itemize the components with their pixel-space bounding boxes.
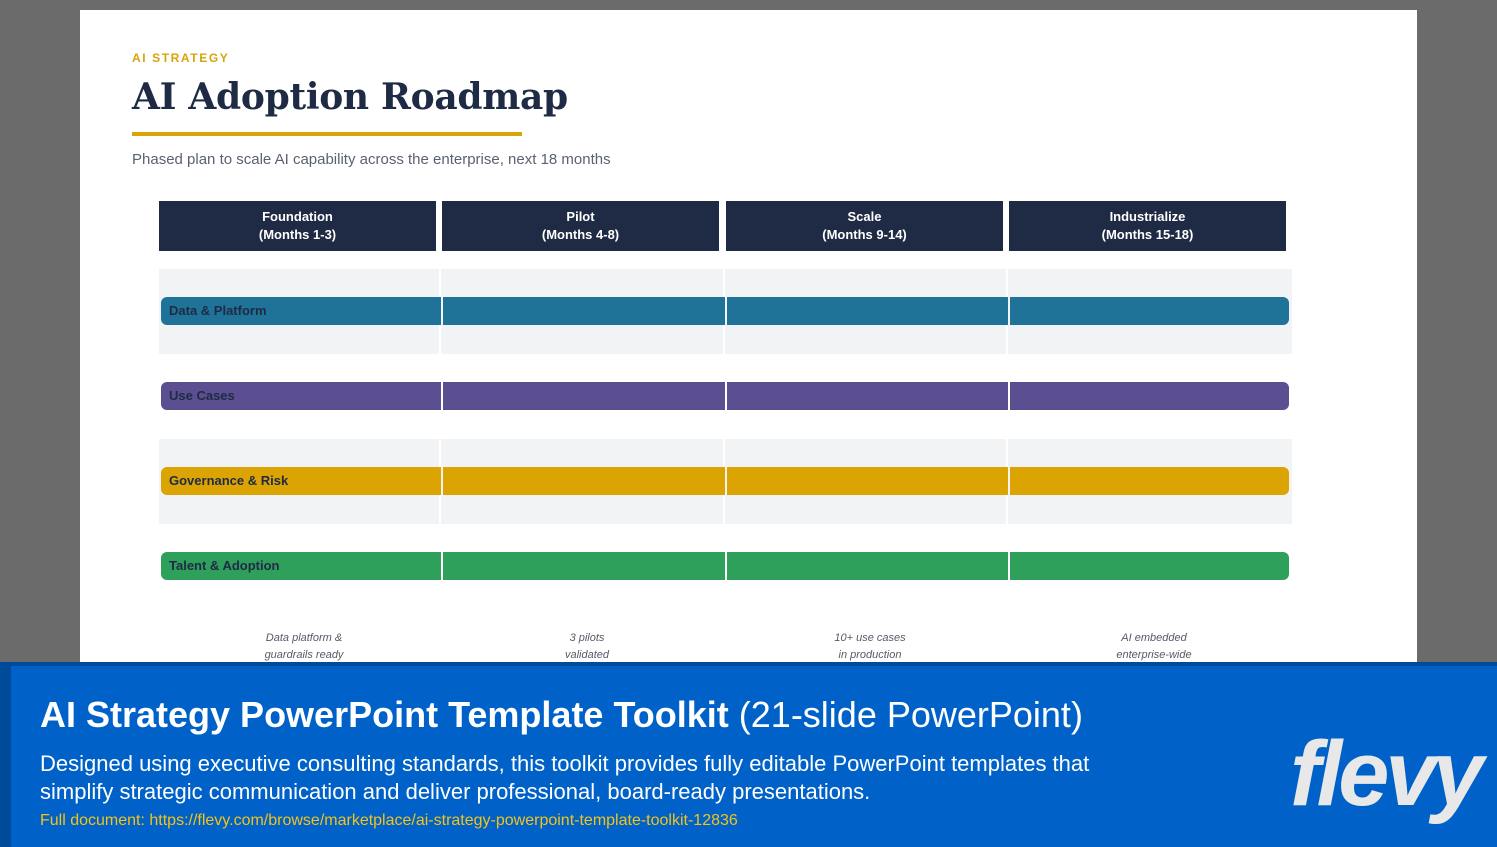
workstream-bar-segment xyxy=(443,552,725,580)
workstream-label: Governance & Risk xyxy=(169,473,289,488)
workstream-bar-segment xyxy=(727,467,1008,495)
banner-title-light: (21-slide PowerPoint) xyxy=(738,694,1083,735)
phase-name: Foundation xyxy=(262,209,333,224)
milestone-foundation: Data platform & guardrails ready xyxy=(264,632,344,661)
slide-subtitle: Phased plan to scale AI capability across the enterprise, next 18 months xyxy=(132,151,611,168)
slide xyxy=(80,10,1417,690)
banner-title xyxy=(40,694,1083,736)
banner-edge xyxy=(0,666,11,847)
phase-months: (Months 9-14) xyxy=(822,227,907,242)
workstream-bar-segment xyxy=(1010,297,1289,325)
banner-title-bold: AI Strategy PowerPoint Template Toolkit xyxy=(40,694,729,735)
phase-months: (Months 4-8) xyxy=(541,227,620,242)
phase-header-foundation xyxy=(159,201,436,251)
workstream-label: Talent & Adoption xyxy=(169,558,280,573)
workstream-bar-segment xyxy=(1010,467,1289,495)
promo-banner xyxy=(0,662,1497,847)
workstream-bar-segment xyxy=(727,382,1008,410)
slide-kicker: AI STRATEGY xyxy=(132,51,230,65)
phase-header-scale xyxy=(726,201,1003,251)
milestone-pilot: 3 pilots validated xyxy=(564,632,610,661)
workstream-bar-segment xyxy=(1010,382,1289,410)
flevy-logo[interactable]: flevy xyxy=(1290,723,1480,825)
phase-months: (Months 15-18) xyxy=(1101,227,1194,242)
title-underline xyxy=(132,132,522,136)
workstream-bar-segment xyxy=(443,467,725,495)
milestone-industrialize: AI embedded enterprise-wide xyxy=(1116,632,1192,661)
workstream-bar-segment xyxy=(727,297,1008,325)
workstream-bar-segment xyxy=(727,552,1008,580)
workstream-bar-segment xyxy=(443,382,725,410)
phase-header-pilot xyxy=(442,201,719,251)
phase-name: Industrialize xyxy=(1109,209,1186,224)
milestone-scale: 10+ use cases in production xyxy=(834,632,906,661)
phase-name: Scale xyxy=(847,209,882,224)
workstream-label: Use Cases xyxy=(169,388,235,403)
workstream-label: Data & Platform xyxy=(169,303,267,318)
workstream-bar-segment xyxy=(1010,552,1289,580)
phase-months: (Months 1-3) xyxy=(258,227,337,242)
banner-description: Designed using executive consulting standards, this toolkit provides fully editable PowerPoint templates that simplify strategic communication and deliver professional, board-ready presentations. xyxy=(40,751,1090,804)
phase-header-industrialize xyxy=(1009,201,1286,251)
document-link[interactable]: Full document: https://flevy.com/browse/marketplace/ai-strategy-powerpoint-template-toolkit-12836 xyxy=(40,812,738,829)
slide-title: AI Adoption Roadmap xyxy=(132,76,568,118)
phase-name: Pilot xyxy=(566,209,595,224)
workstream-bar-segment xyxy=(443,297,725,325)
